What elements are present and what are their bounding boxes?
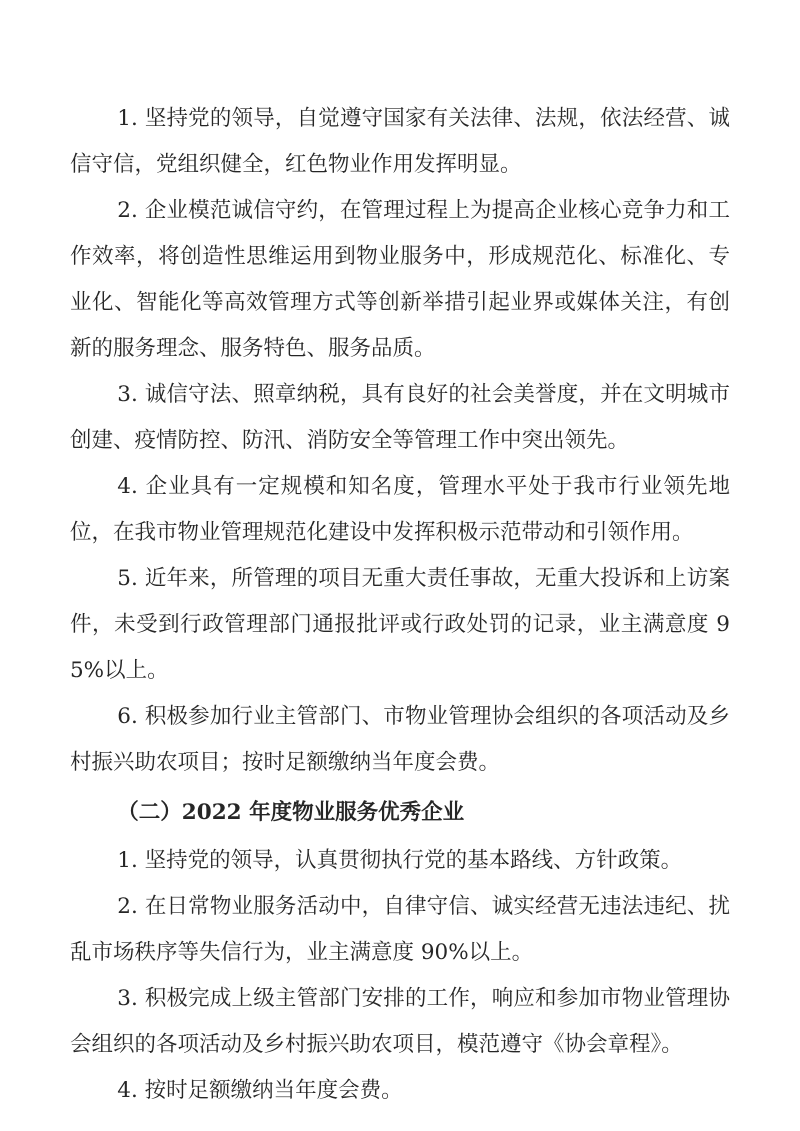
criteria-item-2: 2. 企业模范诚信守约，在管理过程上为提高企业核心竞争力和工作效率，将创造性思维运用到物业服务中，形成规范化、标准化、专业化、智能化等高效管理方式等创新举措引起业界或媒体关注，有创新的服务理念、服务特色、服务品质。 [70,198,730,361]
excellent-criteria-item-2: 2. 在日常物业服务活动中，自律守信、诚实经营无违法违纪、扰乱市场秩序等失信行为，业主满意度 90%以上。 [70,894,730,965]
criteria-item-4: 4. 企业具有一定规模和知名度，管理水平处于我市行业领先地位，在我市物业管理规范化建设中发挥积极示范带动和引领作用。 [70,474,730,545]
document-body [70,96,730,1114]
excellent-criteria-item-4: 4. 按时足额缴纳当年度会费。 [117,1078,403,1103]
criteria-item-6: 6. 积极参加行业主管部门、市物业管理协会组织的各项活动及乡村振兴助农项目；按时足额缴纳当年度会费。 [70,704,730,775]
section-heading: （二）2022 年度物业服务优秀企业 [117,800,465,825]
criteria-item-1: 1. 坚持党的领导，自觉遵守国家有关法律、法规，依法经营、诚信守信，党组织健全，红色物业作用发挥明显。 [70,106,730,177]
criteria-item-5: 5. 近年来，所管理的项目无重大责任事故，无重大投诉和上访案件，未受到行政管理部门通报批评或行政处罚的记录，业主满意度 95%以上。 [70,566,730,683]
excellent-criteria-item-1: 1. 坚持党的领导，认真贯彻执行党的基本路线、方针政策。 [117,848,683,873]
excellent-criteria-item-3: 3. 积极完成上级主管部门安排的工作，响应和参加市物业管理协会组织的各项活动及乡村振兴助农项目，模范遵守《协会章程》。 [70,986,730,1057]
criteria-item-3: 3. 诚信守法、照章纳税，具有良好的社会美誉度，并在文明城市创建、疫情防控、防汛、消防安全等管理工作中突出领先。 [70,382,730,453]
